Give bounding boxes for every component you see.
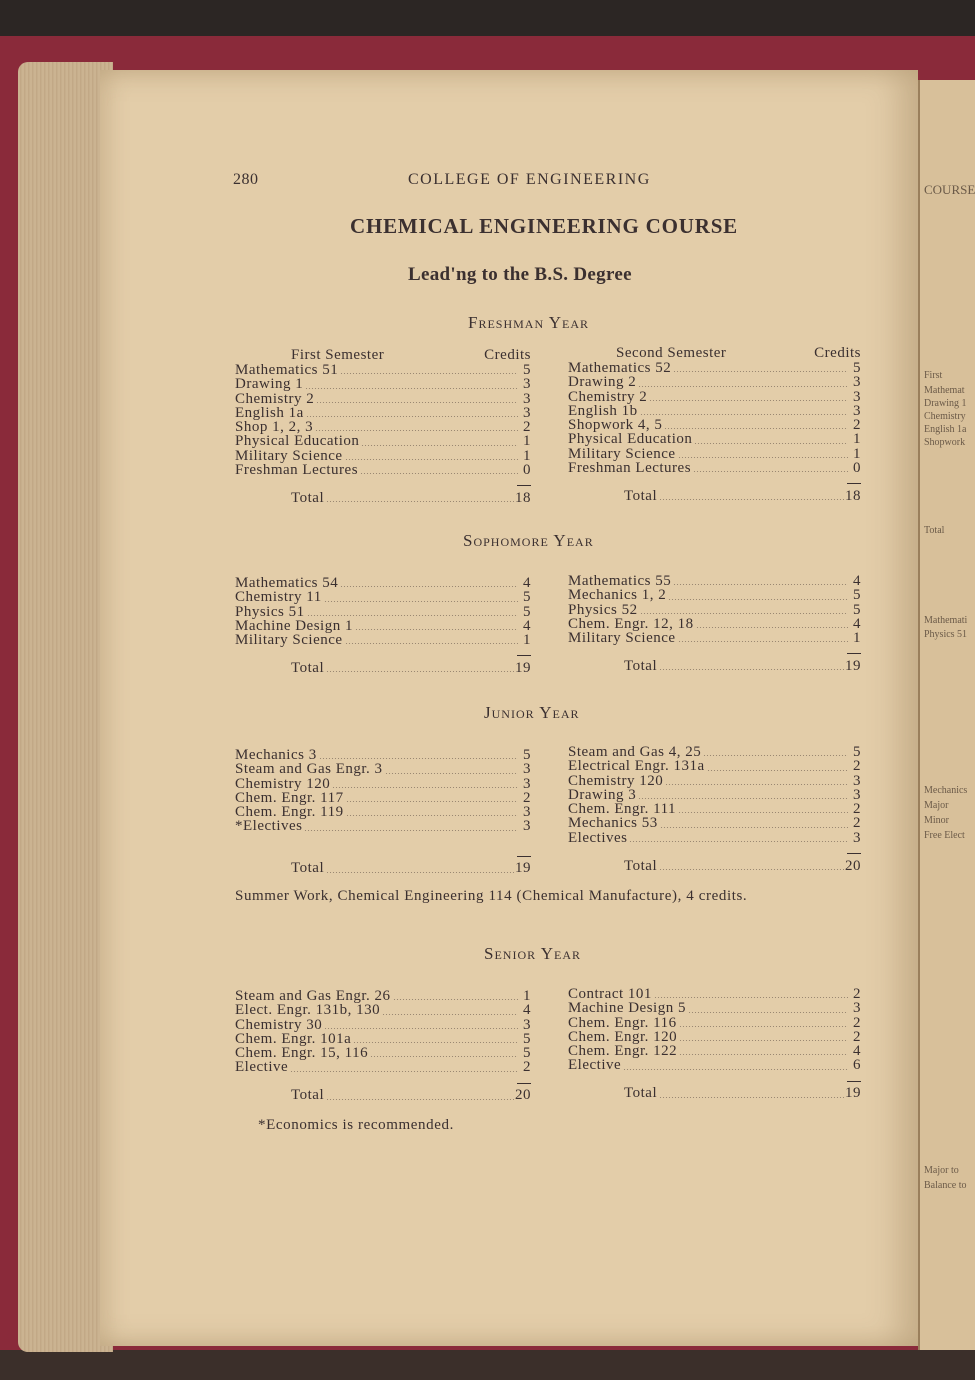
year-title-junior: Junior Year — [484, 703, 580, 722]
course-name: Chemistry 2 — [568, 388, 648, 405]
total-value: 19 — [515, 660, 531, 677]
total-row — [568, 657, 861, 673]
course-name: Chemistry 2 — [235, 390, 315, 407]
course-name: Electrical Engr. 131a — [568, 758, 705, 775]
course-row — [568, 831, 861, 845]
course-list — [568, 987, 861, 1073]
sum-rule — [568, 483, 861, 487]
leader-dots — [304, 830, 518, 831]
leader-dots — [290, 1071, 518, 1072]
course-row — [568, 987, 861, 1001]
cover-lower-edge — [0, 1350, 975, 1380]
page-title: CHEMICAL ENGINEERING COURSE — [350, 214, 738, 238]
course-row — [568, 759, 861, 773]
total-label: Total — [291, 860, 325, 877]
leader-dots — [326, 872, 514, 873]
course-credits: 2 — [853, 1028, 861, 1045]
course-row — [235, 1046, 531, 1060]
course-row — [235, 748, 531, 762]
course-name: Freshman Lectures — [235, 462, 359, 479]
course-row — [235, 363, 531, 377]
course-row — [568, 418, 861, 432]
facing-fragment: Total — [924, 525, 945, 536]
course-row — [568, 816, 861, 830]
leader-dots — [370, 1056, 518, 1057]
leader-dots — [688, 1012, 848, 1013]
course-credits: 3 — [523, 1016, 531, 1033]
facing-fragment: Drawing 1 — [924, 398, 967, 409]
facing-fragment: Shopwork — [924, 437, 966, 448]
course-credits: 1 — [523, 433, 531, 450]
course-list — [235, 989, 531, 1075]
course-credits: 5 — [523, 589, 531, 606]
course-row — [568, 631, 861, 645]
binding-top — [0, 0, 975, 40]
course-row — [568, 574, 861, 588]
leader-dots — [679, 1054, 848, 1055]
course-credits: 3 — [853, 829, 861, 846]
sum-rule — [235, 655, 531, 659]
facing-fragment: Mathemat — [924, 385, 965, 396]
course-credits: 3 — [853, 388, 861, 405]
course-row — [568, 390, 861, 404]
course-credits: 3 — [853, 374, 861, 391]
course-name: Mechanics 3 — [235, 747, 317, 763]
course-credits: 3 — [853, 402, 861, 419]
course-name: Chemistry 120 — [235, 775, 331, 792]
footnote: *Economics is recommended. — [258, 1117, 454, 1133]
course-name: Freshman Lectures — [568, 460, 692, 477]
leader-dots — [319, 758, 518, 759]
facing-fragment: COURSE — [924, 182, 975, 197]
course-credits: 3 — [523, 818, 531, 835]
course-name: Chem. Engr. 117 — [235, 789, 344, 806]
total-row — [235, 1087, 531, 1103]
course-row — [568, 375, 861, 389]
total-value: 19 — [845, 1085, 861, 1102]
course-list — [568, 361, 861, 475]
course-name: Chemistry 11 — [235, 589, 322, 606]
leader-dots — [640, 414, 848, 415]
course-credits: 3 — [853, 1000, 861, 1017]
course-row — [235, 619, 531, 633]
page-number: 280 — [233, 171, 259, 188]
course-row — [568, 404, 861, 418]
course-credits: 2 — [523, 419, 531, 436]
leader-dots — [326, 671, 514, 672]
course-list — [235, 576, 531, 647]
course-credits: 0 — [853, 460, 861, 477]
course-row — [568, 588, 861, 602]
leader-dots — [673, 584, 848, 585]
page-subtitle: Lead'ng to the B.S. Degree — [408, 264, 632, 285]
course-credits: 4 — [523, 1002, 531, 1019]
leader-dots — [707, 770, 848, 771]
course-name: Steam and Gas Engr. 26 — [235, 988, 391, 1004]
sum-rule — [568, 853, 861, 857]
course-credits: 0 — [523, 462, 531, 479]
course-credits: 6 — [853, 1057, 861, 1074]
leader-dots — [315, 430, 518, 431]
course-row — [235, 1060, 531, 1074]
course-name: Chem. Engr. 101a — [235, 1030, 352, 1047]
course-name: Electives — [568, 829, 628, 846]
course-name: Chemistry 30 — [235, 1016, 323, 1033]
course-name: Chem. Engr. 119 — [235, 804, 344, 821]
course-row — [568, 432, 861, 446]
course-name: Military Science — [235, 447, 343, 464]
leader-dots — [326, 501, 514, 502]
leader-dots — [679, 1026, 848, 1027]
leader-dots — [678, 641, 848, 642]
leader-dots — [673, 371, 848, 372]
total-row — [568, 1085, 861, 1101]
junior-second-semester — [568, 745, 861, 873]
course-row — [235, 1003, 531, 1017]
course-row — [235, 633, 531, 647]
leader-dots — [346, 815, 518, 816]
course-name: Chem. Engr. 120 — [568, 1028, 678, 1045]
course-credits: 3 — [523, 804, 531, 821]
course-name: Mathematics 51 — [235, 362, 339, 378]
leader-dots — [355, 629, 518, 630]
leader-dots — [694, 443, 848, 444]
course-credits: 2 — [523, 1059, 531, 1076]
course-credits: 4 — [523, 617, 531, 634]
course-credits: 1 — [853, 445, 861, 462]
course-name: English 1a — [235, 404, 304, 421]
leader-dots — [649, 400, 848, 401]
sophomore-first-semester — [235, 576, 531, 675]
total-value: 20 — [845, 857, 861, 874]
course-list — [568, 574, 861, 645]
leader-dots — [654, 997, 848, 998]
freshman-first-semester — [235, 348, 531, 505]
course-name: Machine Design 1 — [235, 617, 353, 634]
facing-fragment: Chemistry — [924, 411, 966, 422]
course-credits: 5 — [523, 362, 531, 378]
senior-second-semester — [568, 987, 861, 1101]
credits-heading: Credits — [484, 347, 531, 363]
leader-dots — [660, 827, 848, 828]
facing-fragment: First — [924, 370, 943, 381]
leader-dots — [678, 457, 848, 458]
course-row — [568, 447, 861, 461]
course-credits: 4 — [853, 573, 861, 589]
course-credits: 5 — [853, 744, 861, 760]
sum-rule — [235, 856, 531, 860]
total-row — [235, 659, 531, 675]
course-credits: 5 — [853, 601, 861, 618]
leader-dots — [659, 499, 844, 500]
leader-dots — [353, 1042, 518, 1043]
course-credits: 3 — [523, 775, 531, 792]
course-row — [568, 788, 861, 802]
course-name: Machine Design 5 — [568, 1000, 686, 1017]
course-name: Steam and Gas Engr. 3 — [235, 761, 383, 778]
total-row — [568, 857, 861, 873]
course-credits: 2 — [853, 417, 861, 434]
leader-dots — [629, 841, 848, 842]
facing-fragment: English 1a — [924, 424, 967, 435]
leader-dots — [679, 1040, 848, 1041]
course-name: Chem. Engr. 111 — [568, 801, 677, 818]
course-name: Contract 101 — [568, 986, 652, 1002]
sum-rule — [235, 1083, 531, 1087]
course-name: Shopwork 4, 5 — [568, 417, 663, 434]
course-row — [235, 791, 531, 805]
course-name: Chemistry 120 — [568, 772, 664, 789]
course-credits: 1 — [523, 632, 531, 649]
course-row — [568, 603, 861, 617]
course-name: Military Science — [568, 445, 676, 462]
course-name: Military Science — [235, 632, 343, 649]
course-row — [568, 361, 861, 375]
course-name: Military Science — [568, 630, 676, 647]
course-name: Physical Education — [568, 431, 693, 448]
course-name: Mathematics 54 — [235, 575, 339, 591]
course-name: Steam and Gas 4, 25 — [568, 744, 702, 760]
leader-dots — [696, 627, 848, 628]
course-name: Chem. Engr. 116 — [568, 1014, 677, 1031]
leader-dots — [305, 388, 518, 389]
leader-dots — [664, 428, 848, 429]
leader-dots — [638, 386, 848, 387]
course-row — [235, 420, 531, 434]
course-row — [568, 1030, 861, 1044]
year-title-freshman: Freshman Year — [468, 313, 590, 332]
course-credits: 3 — [853, 772, 861, 789]
course-credits: 5 — [853, 360, 861, 376]
credits-heading: Credits — [814, 345, 861, 361]
course-credits: 5 — [523, 747, 531, 763]
leader-dots — [361, 445, 518, 446]
page-edges — [18, 62, 113, 1352]
course-name: Mathematics 52 — [568, 360, 672, 376]
leader-dots — [668, 599, 848, 600]
leader-dots — [340, 586, 518, 587]
total-value: 19 — [515, 860, 531, 877]
course-name: Mechanics 53 — [568, 815, 658, 832]
leader-dots — [340, 373, 518, 374]
total-value: 19 — [845, 658, 861, 675]
course-row — [235, 805, 531, 819]
running-head: COLLEGE OF ENGINEERING — [408, 171, 651, 188]
semester-heading: First Semester — [291, 347, 385, 363]
leader-dots — [316, 402, 518, 403]
leader-dots — [393, 999, 518, 1000]
course-row — [235, 406, 531, 420]
sophomore-second-semester — [568, 574, 861, 673]
facing-fragment: Physics 51 — [924, 629, 968, 640]
course-name: Physical Education — [235, 433, 360, 450]
course-name: Physics 51 — [235, 603, 305, 620]
course-row — [235, 392, 531, 406]
total-label: Total — [624, 857, 658, 874]
year-title-senior: Senior Year — [484, 944, 582, 963]
freshman-second-semester — [568, 346, 861, 503]
course-credits: 4 — [853, 1043, 861, 1060]
course-credits: 3 — [853, 786, 861, 803]
leader-dots — [638, 798, 848, 799]
total-label: Total — [624, 658, 658, 675]
leader-dots — [703, 755, 848, 756]
year-title-sophomore: Sophomore Year — [463, 531, 594, 550]
leader-dots — [382, 1014, 518, 1015]
course-credits: 3 — [523, 376, 531, 393]
sum-rule — [568, 1081, 861, 1085]
total-value: 20 — [515, 1087, 531, 1104]
course-credits: 5 — [853, 587, 861, 604]
course-name: Drawing 3 — [568, 786, 637, 803]
course-row — [235, 777, 531, 791]
summer-work-note: Summer Work, Chemical Engineering 114 (Chemical Manufacture), 4 credits. — [235, 888, 748, 904]
course-name: Drawing 2 — [568, 374, 637, 391]
course-row — [568, 1058, 861, 1072]
course-name: English 1b — [568, 402, 638, 419]
leader-dots — [324, 601, 518, 602]
course-credits: 5 — [523, 603, 531, 620]
course-row — [235, 576, 531, 590]
total-row — [235, 489, 531, 505]
course-credits: 4 — [523, 575, 531, 591]
course-row — [235, 605, 531, 619]
leader-dots — [659, 669, 844, 670]
total-label: Total — [291, 490, 325, 507]
facing-fragment: Major to — [924, 1165, 959, 1176]
course-row — [568, 802, 861, 816]
facing-fragment: Balance to — [924, 1180, 967, 1191]
course-row — [568, 461, 861, 475]
course-row — [235, 449, 531, 463]
semester-heading: Second Semester — [616, 345, 727, 361]
course-list — [235, 363, 531, 477]
total-value: 18 — [515, 490, 531, 507]
course-row — [235, 819, 531, 833]
course-credits: 2 — [853, 1014, 861, 1031]
total-value: 18 — [845, 488, 861, 505]
leader-dots — [324, 1028, 518, 1029]
course-name: Mathematics 55 — [568, 573, 672, 589]
semester-header — [568, 346, 861, 361]
semester-header — [235, 348, 531, 363]
leader-dots — [307, 615, 518, 616]
course-row — [568, 774, 861, 788]
course-credits: 2 — [523, 789, 531, 806]
course-name: Elective — [235, 1059, 289, 1076]
total-label: Total — [624, 488, 658, 505]
course-credits: 2 — [853, 815, 861, 832]
course-row — [235, 1018, 531, 1032]
course-row — [235, 762, 531, 776]
leader-dots — [640, 613, 848, 614]
leader-dots — [326, 1099, 514, 1100]
course-row — [235, 590, 531, 604]
course-name: Elect. Engr. 131b, 130 — [235, 1002, 381, 1019]
course-credits: 1 — [523, 988, 531, 1004]
course-credits: 3 — [523, 761, 531, 778]
course-list — [235, 748, 531, 834]
leader-dots — [306, 416, 518, 417]
leader-dots — [345, 643, 518, 644]
course-name: Chem. Engr. 122 — [568, 1043, 678, 1060]
course-credits: 1 — [853, 630, 861, 647]
course-credits: 2 — [853, 801, 861, 818]
leader-dots — [659, 869, 844, 870]
course-credits: 2 — [853, 758, 861, 775]
leader-dots — [385, 773, 518, 774]
course-name: Mechanics 1, 2 — [568, 587, 667, 604]
course-name: Shop 1, 2, 3 — [235, 419, 314, 436]
junior-first-semester — [235, 748, 531, 876]
senior-first-semester — [235, 989, 531, 1103]
total-label: Total — [291, 1087, 325, 1104]
course-name: Chem. Engr. 12, 18 — [568, 615, 694, 632]
course-name: Chem. Engr. 15, 116 — [235, 1045, 369, 1062]
course-credits: 5 — [523, 1030, 531, 1047]
course-row — [235, 1032, 531, 1046]
leader-dots — [360, 473, 518, 474]
course-credits: 1 — [523, 447, 531, 464]
facing-fragment: Mechanics — [924, 785, 968, 796]
sum-rule — [568, 653, 861, 657]
total-row — [235, 860, 531, 876]
facing-fragment: Free Elect — [924, 830, 965, 841]
total-label: Total — [291, 660, 325, 677]
course-credits: 5 — [523, 1045, 531, 1062]
course-row — [568, 745, 861, 759]
leader-dots — [659, 1097, 844, 1098]
course-row — [568, 1016, 861, 1030]
leader-dots — [332, 787, 518, 788]
course-credits: 4 — [853, 615, 861, 632]
course-row — [568, 1001, 861, 1015]
course-credits: 3 — [523, 390, 531, 407]
course-name: Drawing 1 — [235, 376, 304, 393]
leader-dots — [693, 471, 848, 472]
course-row — [235, 377, 531, 391]
leader-dots — [678, 812, 848, 813]
course-name: Elective — [568, 1057, 622, 1074]
facing-fragment: Minor — [924, 815, 949, 826]
leader-dots — [345, 459, 518, 460]
course-row — [235, 463, 531, 477]
leader-dots — [623, 1069, 848, 1070]
facing-page — [918, 80, 975, 1350]
course-credits: 3 — [523, 404, 531, 421]
course-name: *Electives — [235, 818, 303, 835]
facing-fragment: Mathemati — [924, 615, 968, 626]
course-name: Physics 52 — [568, 601, 638, 618]
sum-rule — [235, 485, 531, 489]
facing-fragment: Major — [924, 800, 949, 811]
course-list — [568, 745, 861, 845]
course-row — [568, 617, 861, 631]
leader-dots — [665, 784, 848, 785]
course-credits: 2 — [853, 986, 861, 1002]
total-label: Total — [624, 1085, 658, 1102]
course-credits: 1 — [853, 431, 861, 448]
leader-dots — [346, 801, 518, 802]
course-row — [235, 989, 531, 1003]
course-row — [568, 1044, 861, 1058]
course-row — [235, 434, 531, 448]
total-row — [568, 487, 861, 503]
